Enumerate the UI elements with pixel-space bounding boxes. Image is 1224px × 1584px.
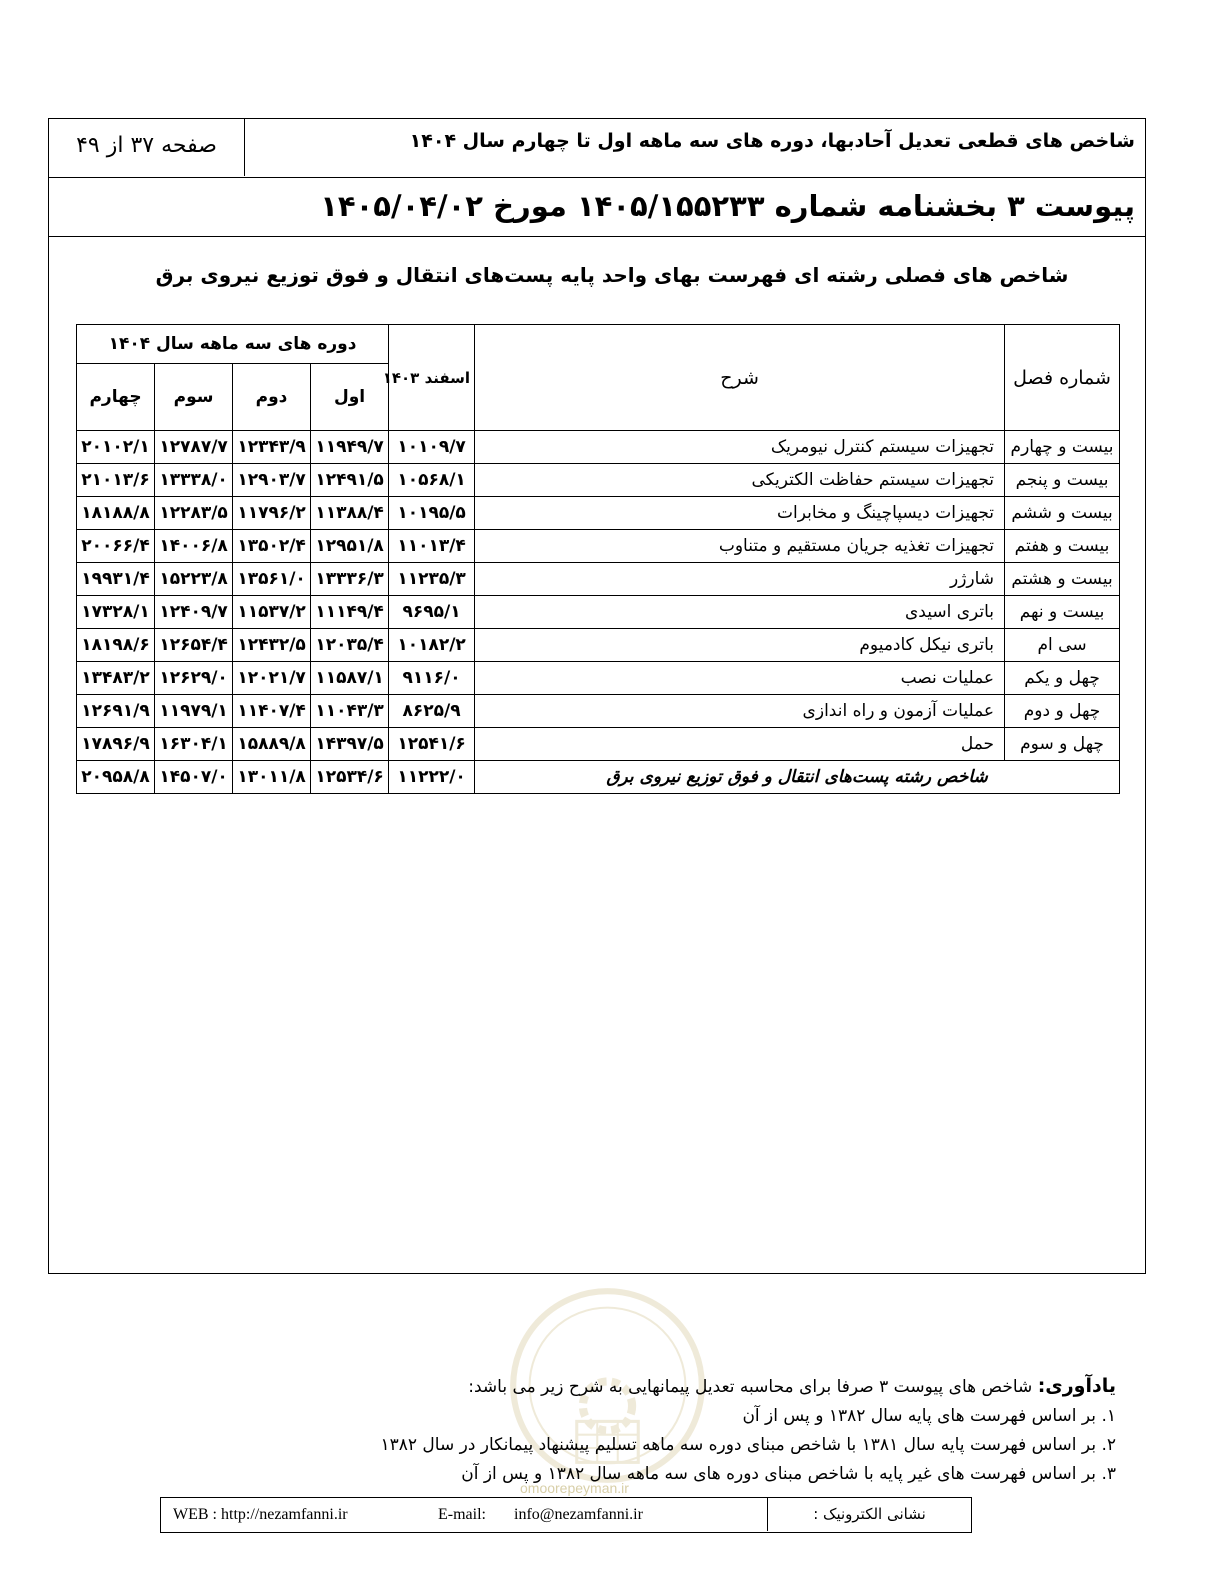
cell-esfand: ۱۰۱۰۹/۷ [389, 431, 475, 464]
cell-q2: ۱۱۴۰۷/۴ [233, 695, 311, 728]
cell-q4: ۱۹۹۳۱/۴ [77, 563, 155, 596]
watermark-site: omoorepeyman.ir [520, 1480, 629, 1496]
reminder-item: ۳. بر اساس فهرست های غیر پایه با شاخص مبنای دوره های سه ماهه سال ۱۳۸۲ و پس از آن [461, 1464, 1116, 1484]
header-row [49, 119, 1145, 178]
total-q2: ۱۳۰۱۱/۸ [233, 761, 311, 794]
total-esfand: ۱۱۲۲۲/۰ [389, 761, 475, 794]
table-row [77, 695, 1120, 728]
total-q1: ۱۲۵۳۴/۶ [311, 761, 389, 794]
header-q1: اول [311, 364, 389, 431]
cell-q4: ۱۳۴۸۳/۲ [77, 662, 155, 695]
cell-fasl: بیست و ششم [1005, 497, 1120, 530]
cell-fasl: بیست و پنجم [1005, 464, 1120, 497]
subtitle-row [49, 178, 1145, 237]
cell-q2: ۱۳۵۰۲/۴ [233, 530, 311, 563]
cell-q1: ۱۲۰۳۵/۴ [311, 629, 389, 662]
table-body [77, 431, 1120, 794]
cell-sharh: باتری نیکل کادمیوم [475, 629, 1005, 662]
cell-fasl: چهل و دوم [1005, 695, 1120, 728]
cell-q4: ۱۷۳۲۸/۱ [77, 596, 155, 629]
circular-title: پیوست ۳ بخشنامه شماره ۱۴۰۵/۱۵۵۲۳۳ مورخ ۱۴۰۵/۰۴/۰۲ [320, 189, 1135, 223]
total-q4: ۲۰۹۵۸/۸ [77, 761, 155, 794]
cell-fasl: بیست و هشتم [1005, 563, 1120, 596]
cell-q3: ۱۲۶۲۹/۰ [155, 662, 233, 695]
cell-q2: ۱۲۰۲۱/۷ [233, 662, 311, 695]
table-row [77, 596, 1120, 629]
reminder-block [381, 1372, 1117, 1489]
section-title: شاخص های فصلی رشته ای فهرست بهای واحد پایه پست‌های انتقال و فوق توزیع نیروی برق [155, 263, 1069, 287]
cell-fasl: چهل و سوم [1005, 728, 1120, 761]
cell-q3: ۱۱۹۷۹/۱ [155, 695, 233, 728]
cell-sharh: تجهیزات سیستم حفاظت الکتریکی [475, 464, 1005, 497]
cell-q4: ۱۷۸۹۶/۹ [77, 728, 155, 761]
footer-email-label: E-mail: [438, 1506, 486, 1523]
cell-q1: ۱۱۳۸۸/۴ [311, 497, 389, 530]
reminder-item: ۱. بر اساس فهرست های پایه سال ۱۳۸۲ و پس از آن [742, 1406, 1116, 1426]
cell-q3: ۱۲۴۰۹/۷ [155, 596, 233, 629]
cell-q4: ۲۱۰۱۳/۶ [77, 464, 155, 497]
table-row [77, 431, 1120, 464]
cell-q1: ۱۲۴۹۱/۵ [311, 464, 389, 497]
cell-fasl: سی ام [1005, 629, 1120, 662]
footer-address-label: نشانی الکترونیک : [767, 1498, 971, 1531]
table-row [77, 662, 1120, 695]
index-table [76, 324, 1120, 794]
cell-esfand: ۱۲۵۴۱/۶ [389, 728, 475, 761]
page-number: صفحه ۳۷ از ۴۹ [49, 119, 245, 176]
cell-esfand: ۱۰۱۹۵/۵ [389, 497, 475, 530]
cell-q1: ۱۲۹۵۱/۸ [311, 530, 389, 563]
cell-sharh: تجهیزات سیستم کنترل نیومریک [475, 431, 1005, 464]
cell-esfand: ۱۰۵۶۸/۱ [389, 464, 475, 497]
footer-box [160, 1497, 972, 1533]
total-row [77, 761, 1120, 794]
cell-q2: ۱۵۸۸۹/۸ [233, 728, 311, 761]
cell-q1: ۱۱۰۴۳/۳ [311, 695, 389, 728]
reminder-item: ۲. بر اساس فهرست پایه سال ۱۳۸۱ با شاخص مبنای دوره سه ماهه تسلیم پیشنهاد پیمانکار در سال ۱۳۸۲ [380, 1435, 1116, 1455]
cell-q4: ۲۰۰۶۶/۴ [77, 530, 155, 563]
cell-esfand: ۱۱۰۱۳/۴ [389, 530, 475, 563]
cell-q3: ۱۲۲۸۳/۵ [155, 497, 233, 530]
table-row [77, 530, 1120, 563]
table-row [77, 728, 1120, 761]
cell-fasl: بیست و نهم [1005, 596, 1120, 629]
cell-esfand: ۹۱۱۶/۰ [389, 662, 475, 695]
cell-q2: ۱۲۳۴۳/۹ [233, 431, 311, 464]
cell-q3: ۱۴۰۰۶/۸ [155, 530, 233, 563]
cell-sharh: حمل [475, 728, 1005, 761]
table-row [77, 464, 1120, 497]
cell-sharh: شارژر [475, 563, 1005, 596]
cell-fasl: چهل و یکم [1005, 662, 1120, 695]
header-q4: چهارم [77, 364, 155, 431]
cell-fasl: بیست و هفتم [1005, 530, 1120, 563]
cell-sharh: عملیات نصب [475, 662, 1005, 695]
cell-esfand: ۱۱۲۳۵/۳ [389, 563, 475, 596]
reminder-title: یادآوری: [1037, 1375, 1116, 1397]
header-q3: سوم [155, 364, 233, 431]
cell-q4: ۲۰۱۰۲/۱ [77, 431, 155, 464]
cell-q1: ۱۱۵۸۷/۱ [311, 662, 389, 695]
header-fasl: شماره فصل [1005, 325, 1120, 431]
cell-esfand: ۸۶۲۵/۹ [389, 695, 475, 728]
cell-q3: ۱۳۳۳۸/۰ [155, 464, 233, 497]
cell-q3: ۱۵۲۲۳/۸ [155, 563, 233, 596]
cell-q4: ۱۲۶۹۱/۹ [77, 695, 155, 728]
cell-esfand: ۱۰۱۸۲/۲ [389, 629, 475, 662]
cell-q1: ۱۱۱۴۹/۴ [311, 596, 389, 629]
cell-q4: ۱۸۱۹۸/۶ [77, 629, 155, 662]
footer-web-link[interactable]: WEB : http://nezamfanni.ir [173, 1506, 348, 1523]
cell-q1: ۱۴۳۹۷/۵ [311, 728, 389, 761]
cell-q2: ۱۲۹۰۳/۷ [233, 464, 311, 497]
cell-q3: ۱۲۶۵۴/۴ [155, 629, 233, 662]
cell-sharh: تجهیزات دیسپاچینگ و مخابرات [475, 497, 1005, 530]
footer-email-link[interactable]: info@nezamfanni.ir [514, 1506, 643, 1523]
cell-esfand: ۹۶۹۵/۱ [389, 596, 475, 629]
reminder-intro: شاخص های پیوست ۳ صرفا برای محاسبه تعدیل پیمانهایی به شرح زیر می باشد: [468, 1377, 1033, 1397]
cell-q2: ۱۳۵۶۱/۰ [233, 563, 311, 596]
table-row [77, 563, 1120, 596]
cell-q3: ۱۶۳۰۴/۱ [155, 728, 233, 761]
cell-q4: ۱۸۱۸۸/۸ [77, 497, 155, 530]
header-quarters-group: دوره های سه ماهه سال ۱۴۰۴ [77, 325, 389, 364]
header-sharh: شرح [475, 325, 1005, 431]
total-q3: ۱۴۵۰۷/۰ [155, 761, 233, 794]
table-row [77, 629, 1120, 662]
cell-q2: ۱۱۵۳۷/۲ [233, 596, 311, 629]
cell-q1: ۱۳۳۳۶/۳ [311, 563, 389, 596]
header-q2: دوم [233, 364, 311, 431]
cell-fasl: بیست و چهارم [1005, 431, 1120, 464]
cell-q2: ۱۱۷۹۶/۲ [233, 497, 311, 530]
cell-q3: ۱۲۷۸۷/۷ [155, 431, 233, 464]
table-row [77, 497, 1120, 530]
cell-sharh: عملیات آزمون و راه اندازی [475, 695, 1005, 728]
header-title: شاخص های قطعی تعدیل آحادبها، دوره های سه ماهه اول تا چهارم سال ۱۴۰۴ [409, 130, 1135, 152]
cell-sharh: باتری اسیدی [475, 596, 1005, 629]
header-esfand: اسفند ۱۴۰۳ [389, 325, 475, 431]
total-label: شاخص رشته پست‌های انتقال و فوق توزیع نیروی برق [475, 761, 1120, 794]
table-header [77, 325, 1120, 431]
cell-sharh: تجهیزات تغذیه جریان مستقیم و متناوب [475, 530, 1005, 563]
cell-q2: ۱۲۴۳۲/۵ [233, 629, 311, 662]
cell-q1: ۱۱۹۴۹/۷ [311, 431, 389, 464]
